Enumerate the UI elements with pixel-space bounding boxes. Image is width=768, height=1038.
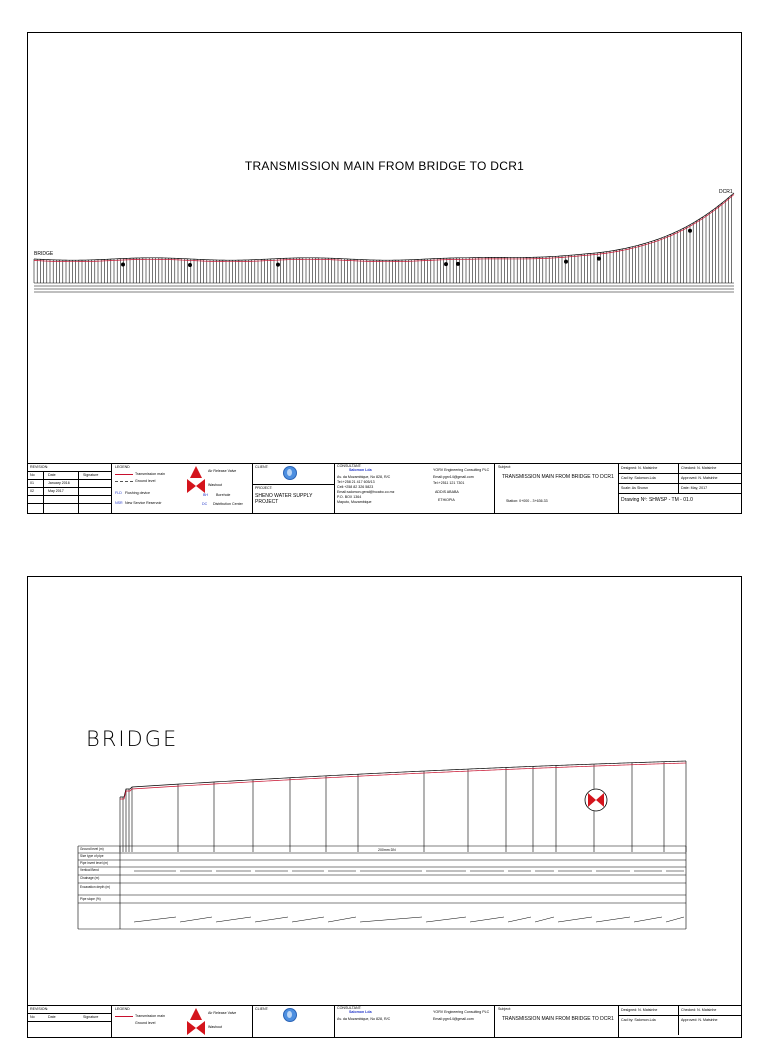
air-release-valve-icon xyxy=(188,1008,204,1022)
consultant-logo: Salomon Lda xyxy=(349,468,372,472)
washout-icon xyxy=(187,1021,205,1035)
pipe-size-text: 200mm DN xyxy=(378,848,396,852)
table-row-label: Pipe slope (%) xyxy=(80,896,101,901)
valve-marker xyxy=(597,257,601,261)
table-row-label: Vertical Bend xyxy=(80,867,99,872)
table-row-label: Chainage (m) xyxy=(80,875,100,880)
slope-line xyxy=(558,917,592,922)
slope-line xyxy=(360,917,422,922)
slope-line xyxy=(666,917,684,922)
slope-line xyxy=(634,917,662,922)
slope-line xyxy=(508,917,531,922)
valve-marker xyxy=(121,263,125,267)
revision-block: REVISION: No Date Signature 01 January 2016 02 May 2017 xyxy=(28,464,112,514)
bridge-label: BRIDGE xyxy=(34,251,54,257)
slope-line xyxy=(470,917,504,922)
drawing-title: TRANSMISSION MAIN FROM BRIDGE TO DCR1 xyxy=(244,159,525,173)
slope-line xyxy=(596,917,630,922)
detail-heading: BRIDGE xyxy=(86,727,179,751)
valve-marker xyxy=(276,263,280,267)
dcr1-label: DCR1 xyxy=(719,189,733,195)
slope-line xyxy=(535,917,554,922)
client-block: CLIENT: PROJECT: SHENO WATER SUPPLY PROJECT xyxy=(253,464,335,514)
table-row-label: Size type of pipe xyxy=(80,853,104,858)
slope-line xyxy=(216,917,251,922)
slope-line xyxy=(134,917,176,922)
legend-block: LEGEND Transmission main Ground level FLD Flushing device NSR New Service Reservoir Air Release Valve Washout BH Borehole DC Distribution Center xyxy=(112,464,253,514)
valve-marker xyxy=(188,263,192,267)
slope-line xyxy=(180,917,212,922)
table-row-label: Pipe invert level (m) xyxy=(80,860,109,865)
table-row-label: Excavation depth (m) xyxy=(80,884,111,889)
drawing-info-block: Designed: N. Matsinhe Checked: N. Matsinhe Cad by: Salomon.Lda Approved: N. Matsinhe Scale: As Shown Date: May, 2017 Drawing Nº: SHWSP - TM - 01.0 xyxy=(619,464,741,514)
subject-block: Subject: TRANSMISSION MAIN FROM BRIDGE TO DCR1 Station: 0+000 - 3+636.33 xyxy=(495,464,619,514)
drawing-sheet-detail xyxy=(27,576,742,1038)
title-block xyxy=(28,463,741,514)
valve-marker xyxy=(688,229,692,233)
client-logo-icon xyxy=(283,1008,297,1022)
slope-line xyxy=(292,917,324,922)
drawing-sheet-overview xyxy=(27,32,742,514)
slope-line xyxy=(255,917,288,922)
overview-profile xyxy=(28,33,741,463)
valve-marker xyxy=(444,262,448,266)
slope-line xyxy=(328,917,356,922)
valve-marker xyxy=(456,262,460,266)
client-logo-icon xyxy=(283,466,297,480)
air-release-valve-icon xyxy=(188,466,204,480)
detail-profile xyxy=(28,577,741,1007)
washout-icon xyxy=(187,479,205,493)
consultant-block: CONSULTANT: Salomon Lda Av. da Mozambique, No 828, R/C Tel:+258 21 417 605/13 Cell:+258 82 326 5823 Email:salomon.geral@tvcabo.co.mz P.O. BOX 1364 Maputo, Mozambique YORV Engineering Consulting PLC Email:ygrv14@gmail.com Tel:+2511 121 7301 ADDIS ABABA ETHIOPIA xyxy=(335,464,495,514)
table-row-label: Ground level (m) xyxy=(80,846,104,851)
slope-line xyxy=(426,917,466,922)
valve-marker xyxy=(564,260,568,264)
title-block-2: REVISION: No Date Signature LEGEND Transmission main Ground level Air Release Valve Washout CLIENT: CONSULTANT: Salomon Lda Av. da Mozambique, No 828, R/C YORV Engineering Consulting PLC Email:ygrv14@gmail.com Subject: TRANSMISSION MAIN FROM BRIDGE TO DCR1 Designed: N. Matsinhe Checked: N. Matsinhe Cad by: Salomon.Lda Approved: N. Matsinhe xyxy=(28,1005,741,1038)
